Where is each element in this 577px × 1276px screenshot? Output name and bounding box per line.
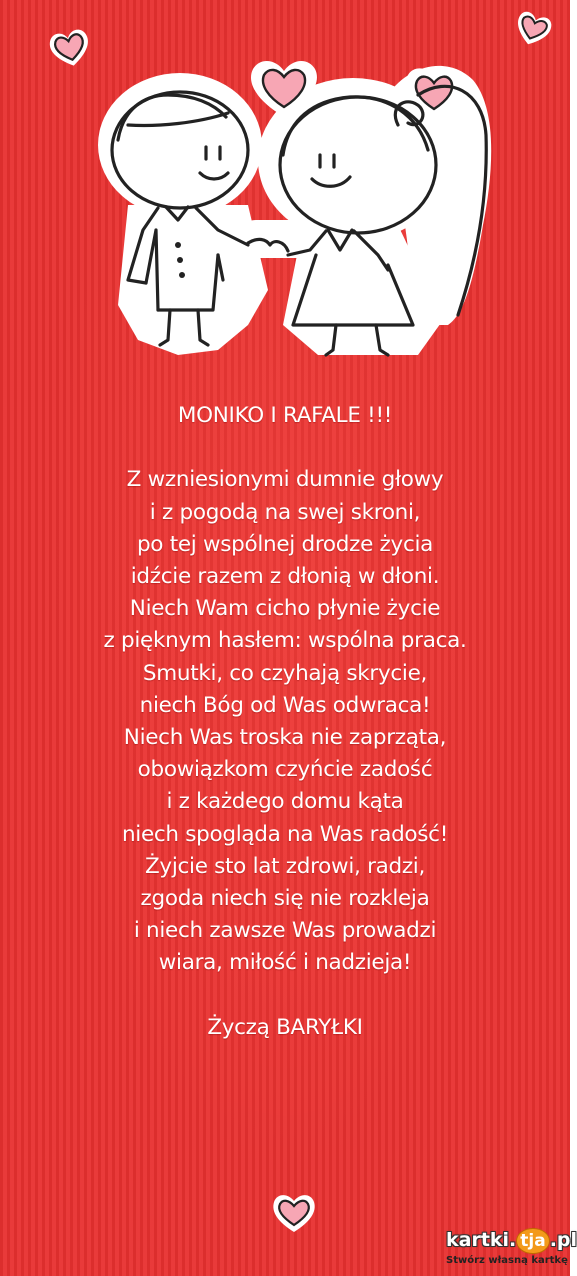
poem-line: obowiązkom czyńcie zadość: [137, 757, 433, 783]
poem-line: po tej wspólnej drodze życia: [136, 531, 434, 557]
poem-line: wiara, miłość i nadzieja!: [158, 950, 412, 976]
spacer: [0, 980, 570, 1012]
poem-line: Z wzniesionymi dumnie głowy: [126, 467, 444, 493]
poem-line: i niech zawsze Was prowadzi: [133, 918, 437, 944]
logo-text-left: kartki.: [446, 1229, 517, 1251]
poem-heading: MONIKO I RAFALE !!!: [177, 403, 393, 428]
poem-line: z pięknym hasłem: wspólna praca.: [103, 628, 467, 654]
poem-line: i z każdego domu kąta: [166, 789, 404, 815]
logo-text-right: .pl: [549, 1229, 577, 1251]
heart-icon-bottom: [268, 1188, 320, 1236]
poem-line: niech spogląda na Was radość!: [121, 821, 449, 847]
poem-line: Smutki, co czyhają skrycie,: [142, 660, 428, 686]
poem-line: i z pogodą na swej skroni,: [149, 499, 421, 525]
poem-signature: Życzą BARYŁKI: [207, 1014, 363, 1040]
poem-line: idźcie razem z dłonią w dłoni.: [130, 564, 440, 589]
spacer: [0, 432, 570, 464]
poem-line: Niech Was troska nie zaprząta,: [123, 725, 447, 751]
poem-line: niech Bóg od Was odwraca!: [139, 692, 431, 718]
poem-line: zgoda niech się nie rozkleja: [140, 886, 430, 912]
kartki-logo[interactable]: [440, 1224, 577, 1272]
heart-icon-top-right: [510, 8, 556, 50]
logo-brand: [440, 1224, 577, 1256]
poem-text: [0, 400, 570, 1044]
logo-badge: tja: [516, 1228, 549, 1254]
poem-line: Niech Wam cicho płynie życie: [129, 596, 441, 622]
logo-tagline: Stwórz własną kartkę: [446, 1255, 568, 1266]
poem-line: Żyjcie sto lat zdrowi, radzi,: [144, 853, 426, 879]
couple-drawing-icon: [88, 55, 508, 365]
